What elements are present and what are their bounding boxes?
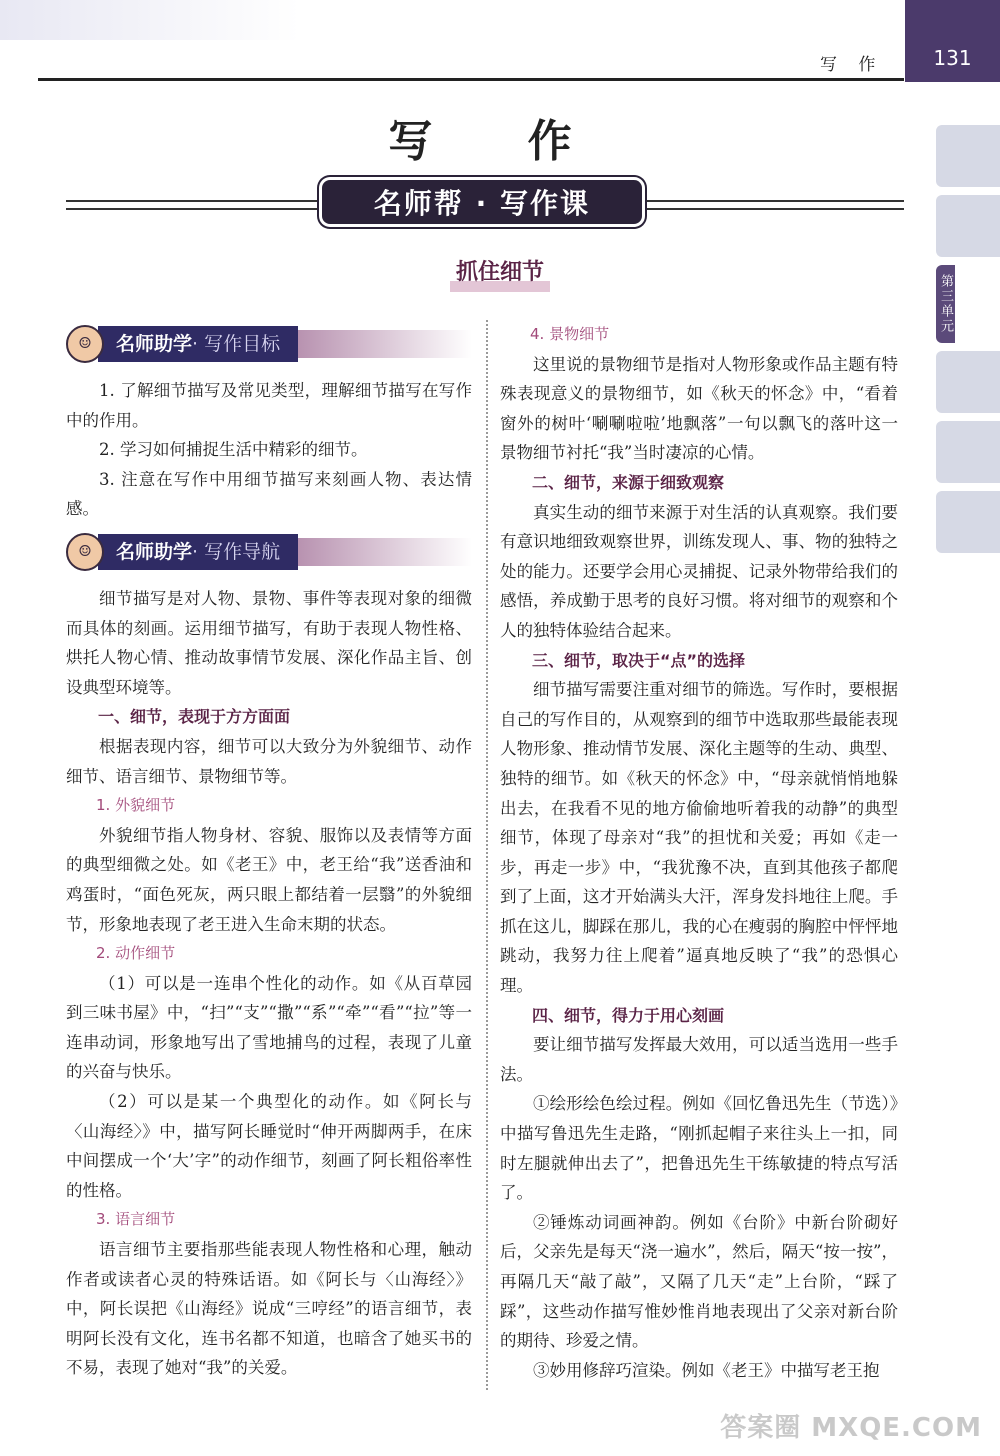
heading: 三、细节，取决于“点”的选择 — [532, 650, 746, 670]
section-band: 名师助学· 写作目标 — [98, 326, 298, 362]
page-title: 写 作 — [388, 116, 612, 167]
goal-item: 2. 学习如何捕捉生活中精彩的细节。 — [99, 440, 368, 460]
column-divider — [486, 320, 488, 1390]
heading: 二、细节，来源于细致观察 — [532, 472, 725, 492]
paragraph: ②锤炼动词画神韵。例如《台阶》中新台阶砌好后，父亲先是每天“浇一遍水”，然后，隔天“按一按”，再隔几天“敲了敲”，又隔了几天“走”上台阶，“踩了踩”，这些动作描写惟妙惟肖地表现出了父亲对新台阶的期待、珍爱之情。 — [500, 1212, 898, 1351]
paragraph: 语言细节主要指那些能表现人物性格和心理，触动作者或读者心灵的特殊话语。如《阿长与〈山海经〉》中，阿长误把《山海经》说成“三哼经”的语言细节，表明阿长没有文化，连书名都不知道，也暗含了她买书的不易，表现了她对“我”的关爱。 — [66, 1240, 472, 1378]
section-head-nav — [66, 534, 472, 570]
banner-title: 名师帮 · 写作课 — [322, 180, 642, 224]
goal-item: 3. 注意在写作中用细节描写来刻画人物、表达情感。 — [66, 469, 472, 519]
section-band-tail — [298, 330, 472, 358]
side-tab-unit: 第三单元 — [936, 265, 955, 343]
paragraph: 真实生动的细节来源于对生活的认真观察。我们要有意识地细致观察世界，训练发现人、事、物的独特之处的能力。还要学会用心灵捕捉、记录外物带给我们的感悟，养成勤于思考的良好习惯。将对细节的观察和个人的独特体验结合起来。 — [500, 502, 898, 640]
section-band: 名师助学· 写作导航 — [98, 534, 298, 570]
goal-item: 1. 了解细节描写及常见类型，理解细节描写在写作中的作用。 — [66, 381, 472, 430]
teacher-avatar-icon: ☺ — [66, 533, 104, 571]
side-tab — [936, 195, 1000, 257]
paragraph: 要让细节描写发挥最大效用，可以适当选用一些手法。 — [500, 1035, 898, 1084]
subtitle-wrap — [0, 255, 1000, 292]
paragraph: 细节描写需要注重对细节的筛选。写作时，要根据自己的写作目的，从观察到的细节中选取那些最能表现人物形象、推动情节发展、深化主题等的生动、典型、独特的细节。如《秋天的怀念》中，“母亲就悄悄地躲出去，在我看不见的地方偷偷地听着我的动静”的典型细节，体现了母亲对“我”的担忧和关爱；再如《走一步，再走一步》中，“我犹豫不决，直到其他孩子都爬到了上面，这才开始满头大汗，浑身发抖地往上爬。手抓在这儿，脚踩在那儿，我的心在瘦弱的胸腔中怦怦地跳动，我努力往上爬着”逼真地反映了“我”的恐惧心理。 — [500, 680, 898, 996]
right-column — [500, 320, 898, 1385]
heading: 一、细节，表现于方方面面 — [98, 707, 291, 727]
section-head-goals — [66, 326, 472, 362]
heading: 四、细节，得力于用心刻画 — [532, 1005, 725, 1025]
lesson-subtitle: 抓住细节 — [450, 255, 550, 292]
top-decoration — [0, 0, 300, 40]
paragraph: （1）可以是一连串个性化的动作。如《从百草园到三味书屋》中，“扫”“支”“撒”“系”“牵”“看”“拉”等一连串动词，形象地写出了雪地捕鸟的过程，表现了儿童的兴奋与快乐。 — [66, 973, 472, 1082]
subheading: 2. 动作细节 — [96, 944, 176, 963]
teacher-avatar-icon: ☺ — [66, 325, 104, 363]
side-tab — [936, 421, 1000, 483]
paragraph: 外貌细节指人物身材、容貌、服饰以及表情等方面的典型细微之处。如《老王》中，老王给“我”送香油和鸡蛋时，“面色死灰，两只眼上都结着一层翳”的外貌细节，形象地表现了老王进入生命末期的状态。 — [66, 825, 472, 934]
side-tabs — [936, 125, 1000, 561]
section-band-tail — [298, 538, 472, 566]
paragraph: 细节描写是对人物、景物、事件等表现对象的细微而具体的刻画。运用细节描写，有助于表现人物性格、烘托人物心情、推动故事情节发展、深化作品主旨、创设典型环境等。 — [66, 588, 472, 697]
left-column — [66, 320, 472, 1383]
side-tab — [936, 351, 1000, 413]
subheading: 4. 景物细节 — [530, 325, 610, 343]
watermark: 答案圈 MXQE.COM — [720, 1413, 982, 1443]
paragraph: （2）可以是某一个典型化的动作。如《阿长与〈山海经〉》中，描写阿长睡觉时“伸开两脚两手，在床中间摆成一个‘大’字”的动作细节，刻画了阿长粗俗率性的性格。 — [66, 1092, 472, 1200]
paragraph: ③妙用修辞巧渲染。例如《老王》中描写老王抱 — [533, 1360, 880, 1380]
header-rule — [38, 78, 904, 81]
subheading: 1. 外貌细节 — [96, 796, 176, 815]
paragraph: 根据表现内容，细节可以大致分为外貌细节、动作细节、语言细节、景物细节等。 — [66, 736, 472, 786]
running-header-section: 写 作 — [820, 55, 884, 75]
paragraph: 这里说的景物细节是指对人物形象或作品主题有特殊表现意义的景物细节，如《秋天的怀念》中，“看着窗外的树叶‘唰唰啦啦’地飘落”一句以飘飞的落叶这一景物细节衬托“我”当时凄凉的心情。 — [500, 354, 898, 463]
page-number: 131 — [905, 0, 1000, 82]
subheading: 3. 语言细节 — [96, 1210, 176, 1229]
side-tab — [936, 491, 1000, 553]
paragraph: ①绘形绘色绘过程。例如《回忆鲁迅先生（节选）》中描写鲁迅先生走路，“刚抓起帽子来往头上一扣，同时左腿就伸出去了”，把鲁迅先生干练敏捷的特点写活了。 — [500, 1094, 898, 1203]
